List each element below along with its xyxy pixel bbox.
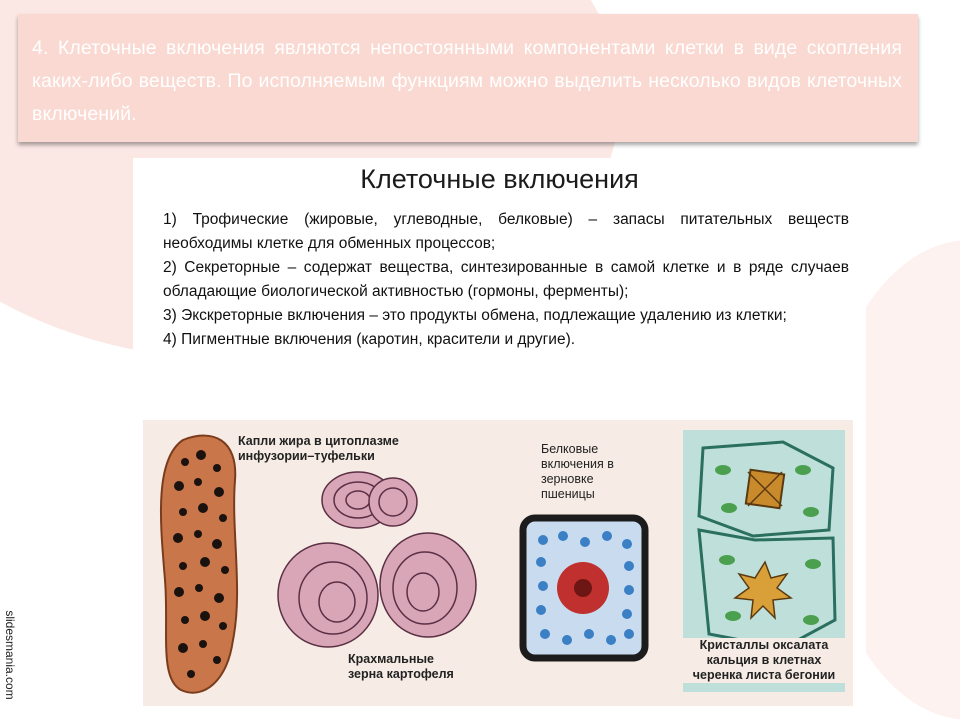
text-banner <box>18 14 918 142</box>
protein-cell-drawing <box>523 518 645 658</box>
inclusions-illustration <box>143 420 853 706</box>
slide-heading: Клеточные включения <box>360 164 639 194</box>
list-item: 1) Трофические (жировые, углеводные, белковые) – запасы питательных веществ необходимы клетке для обменных процессов; <box>163 211 849 252</box>
inclusion-list <box>163 208 849 352</box>
caption-crystals: Кристаллы оксалата кальция в клетнах черенка листа бегонии <box>681 638 847 683</box>
caption-starch-grains: Крахмальные зерна картофеля <box>348 652 454 681</box>
caption-fat-droplets: Капли жира в цитоплазме инфузории–туфельки <box>238 434 399 463</box>
list-item: 4) Пигментные включения (каротин, красители и другие). <box>163 331 576 348</box>
slide-image <box>133 158 866 706</box>
caption-protein-inclusions: Белковые включения в зерновке пшеницы <box>541 442 614 501</box>
watermark-text: slidesmania.com <box>3 610 17 700</box>
watermark <box>0 600 20 710</box>
list-item: 2) Секреторные – содержат вещества, синтезированные в самой клетке и в ряде случаев обладающие биологической активностью (гормоны, ферменты); <box>163 259 849 300</box>
starch-grains-drawing <box>278 472 476 647</box>
list-item: 3) Экскреторные включения – это продукты обмена, подлежащие удалению из клетки; <box>163 307 787 324</box>
paramecium-drawing <box>161 436 237 693</box>
banner-text: 4. Клеточные включения являются непостоянными компонентами клетки в виде скопления каких-либо веществ. По исполняемым функциям можно выделить несколько видов клеточных включений. <box>32 37 902 125</box>
